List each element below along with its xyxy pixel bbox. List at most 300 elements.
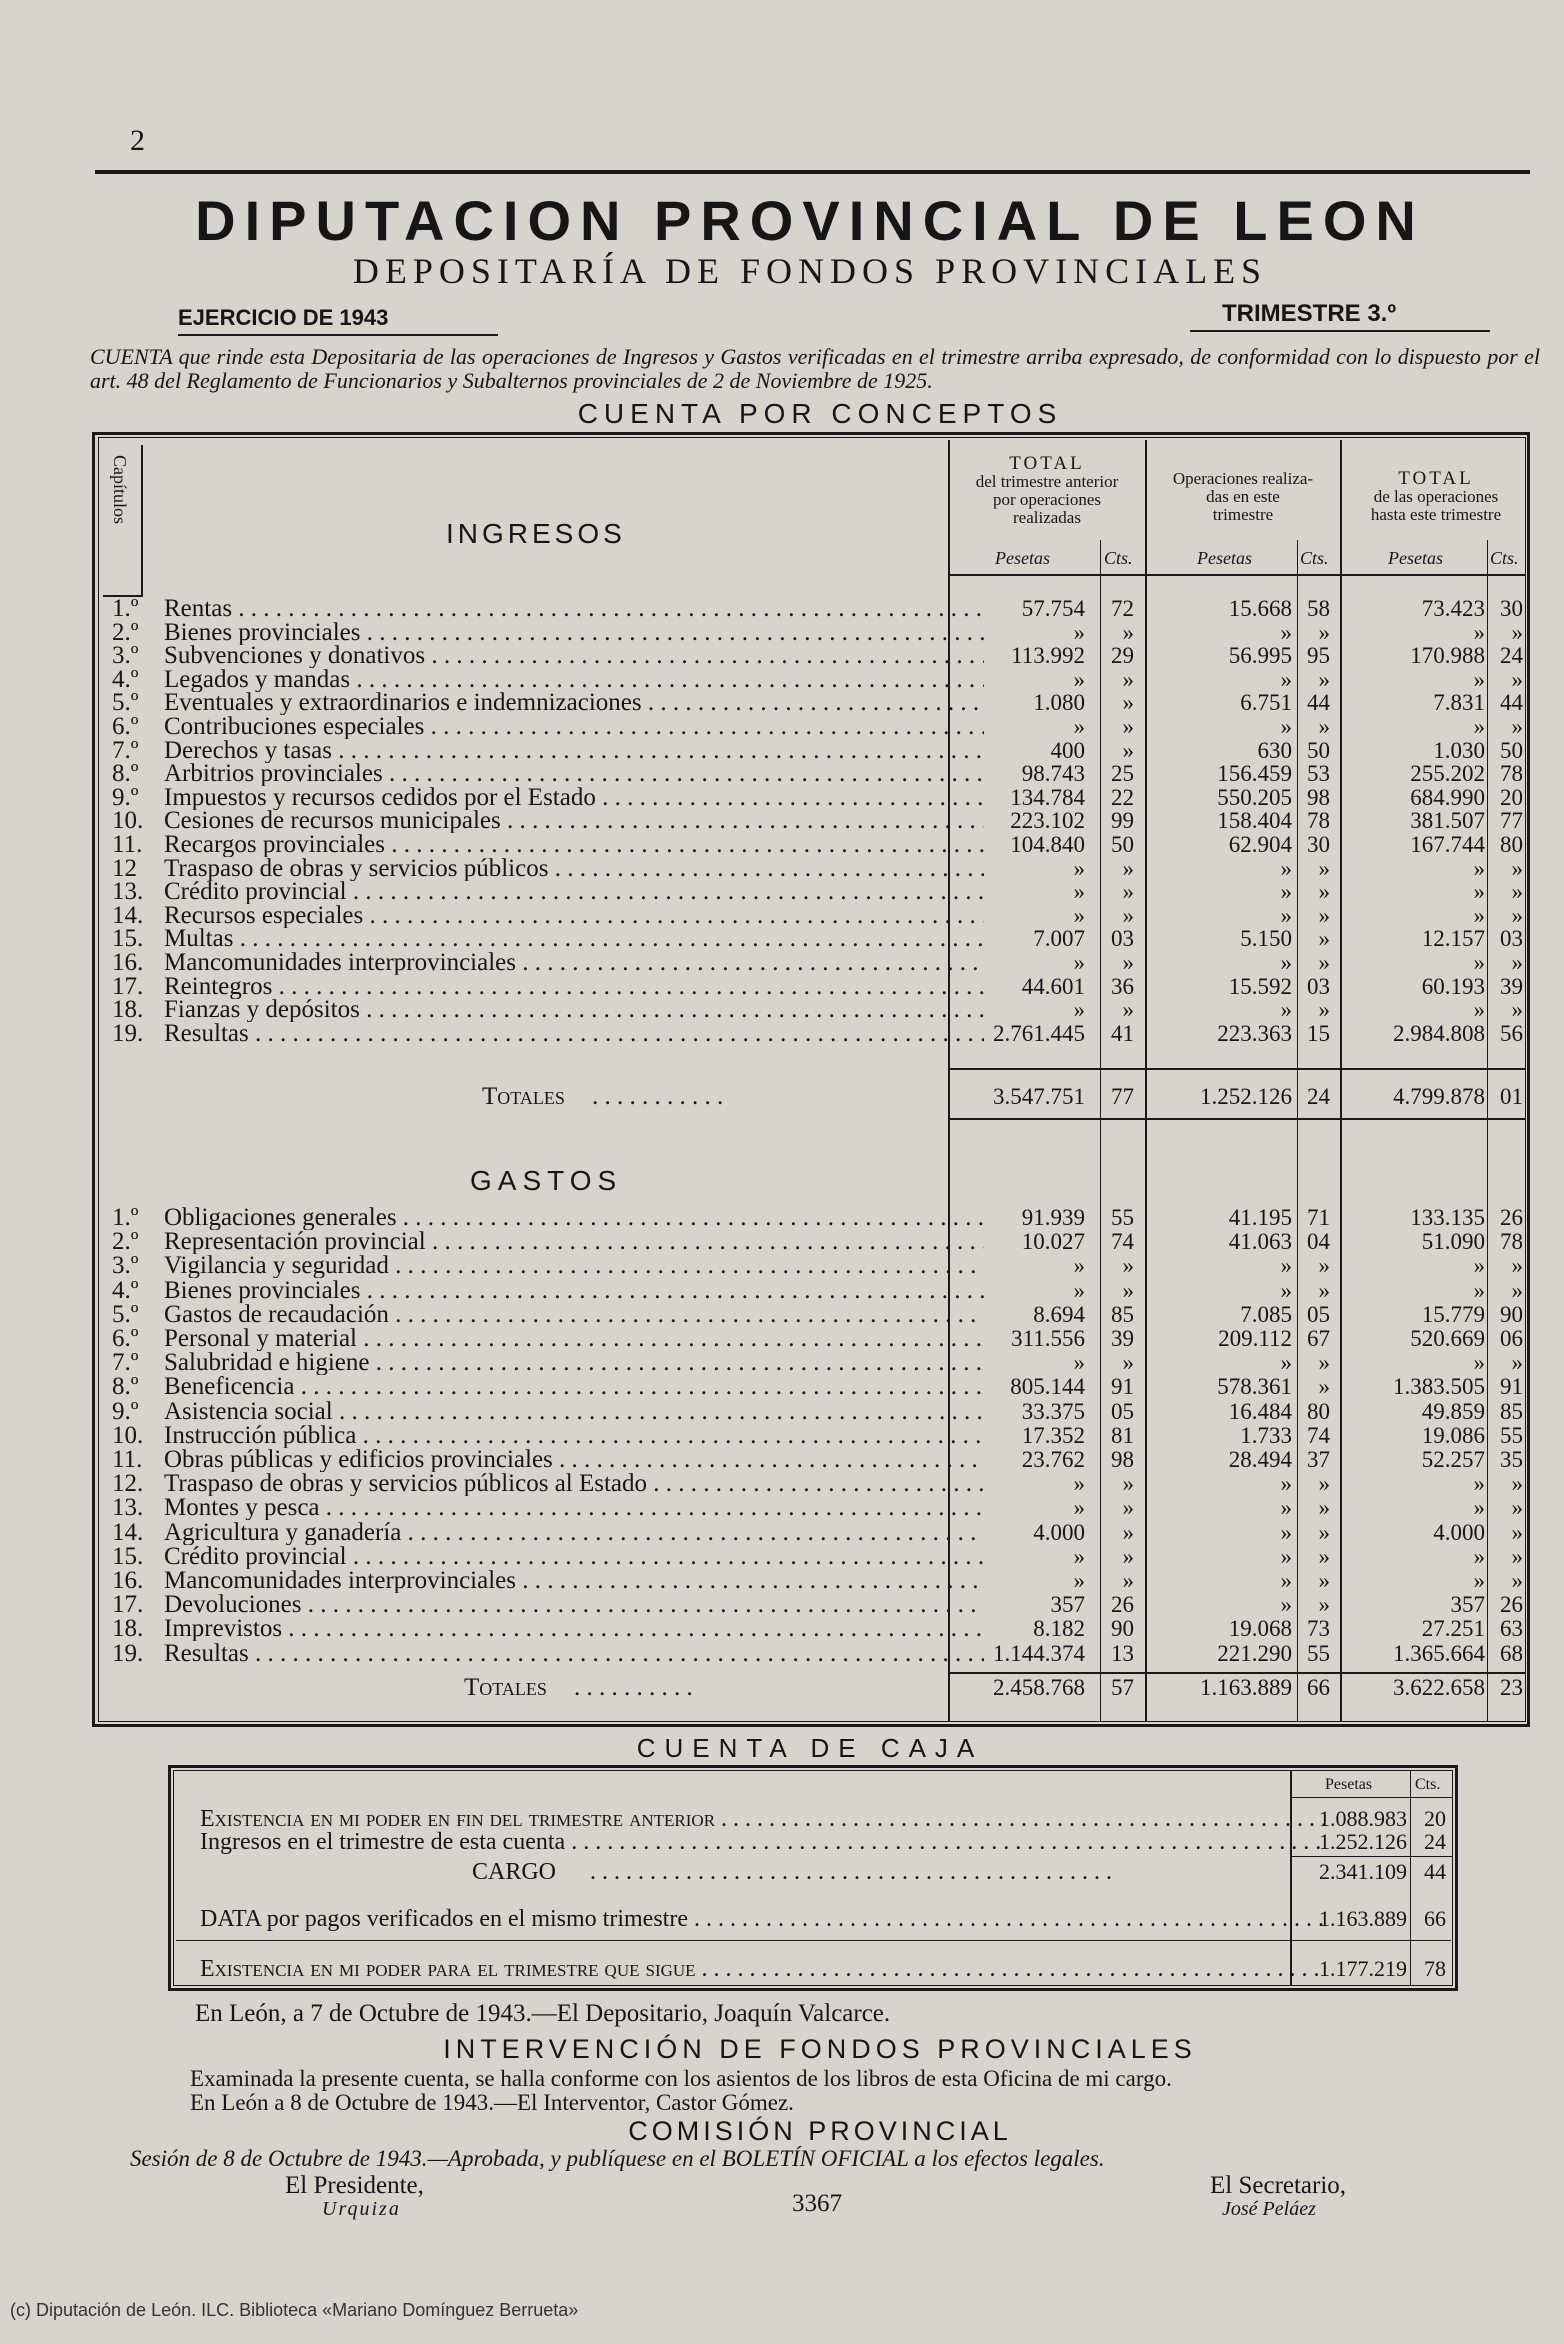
sesion-line: Sesión de 8 de Octubre de 1943.—Aprobada, y publíquese en el BOLETÍN OFICIAL a los efectos legales. <box>130 2146 1105 2171</box>
row-cts-prev: 03 <box>1111 926 1134 952</box>
row-pesetas-prev: 7.007 <box>1033 926 1085 952</box>
page-subtitle: DEPOSITARÍA DE FONDOS PROVINCIALES <box>352 251 1268 291</box>
row-number: 4.º <box>112 1276 139 1304</box>
row-pesetas-current: » <box>1280 1471 1292 1497</box>
row-pesetas-total: 7.831 <box>1433 690 1485 716</box>
row-cts-prev: » <box>1122 1277 1134 1303</box>
row-number: 15. <box>112 1542 144 1570</box>
row-cts-prev: 98 <box>1111 1447 1134 1472</box>
row-cts-prev: » <box>1122 737 1134 763</box>
row-pesetas-current: 630 <box>1257 737 1292 763</box>
row-cts-current: » <box>1318 902 1330 928</box>
row-cts-total: 63 <box>1500 1616 1523 1642</box>
row-cts-prev: » <box>1122 619 1134 645</box>
row-pesetas-current: 550.205 <box>1217 784 1292 810</box>
row-pesetas-total: 2.984.808 <box>1393 1020 1485 1046</box>
row-cts-total: 03 <box>1500 926 1523 952</box>
row-cts-total: 35 <box>1500 1447 1523 1472</box>
gastos-total-c1: 57 <box>1111 1675 1134 1700</box>
row-pesetas-total: 15.779 <box>1421 1301 1485 1327</box>
row-cts-prev: 99 <box>1111 808 1134 834</box>
row-number: 11. <box>112 1446 143 1473</box>
row-pesetas-total: » <box>1473 950 1485 975</box>
row-number: 14. <box>112 901 144 929</box>
row-cts-current: » <box>1318 1543 1330 1569</box>
row-cts-current: » <box>1318 997 1330 1023</box>
row-pesetas-prev: 91.939 <box>1021 1205 1085 1230</box>
row-number: 2.º <box>112 1228 139 1256</box>
table-row <box>112 1230 1532 1254</box>
row-cts-prev: 05 <box>1111 1398 1134 1424</box>
row-cts-total: 06 <box>1500 1326 1523 1351</box>
row-cts-prev: 29 <box>1111 643 1134 669</box>
caja-row-pesetas: 1.163.889 <box>1319 1906 1407 1931</box>
row-cts-total: 50 <box>1500 737 1523 763</box>
row-cts-total: » <box>1511 879 1523 905</box>
gastos-total-p2: 1.163.889 <box>1200 1675 1292 1700</box>
caja-row-ingresos <box>200 1828 1450 1856</box>
row-cts-prev: » <box>1122 1568 1134 1593</box>
table-row <box>112 691 1532 715</box>
row-pesetas-prev: 1.144.374 <box>993 1640 1085 1666</box>
row-cts-current: 80 <box>1307 1398 1330 1424</box>
row-cts-total: 26 <box>1500 1592 1523 1618</box>
row-label: Subvenciones y donativos . . . <box>164 644 984 668</box>
row-number: 1.º <box>112 595 139 622</box>
row-label: Impuestos y recursos cedidos por el Estado . . . <box>164 786 984 810</box>
table-row <box>112 1496 1532 1520</box>
ingresos-total-c2: 24 <box>1307 1084 1330 1109</box>
row-pesetas-prev: » <box>1073 714 1085 739</box>
gastos-totals-label: Totales <box>464 1674 547 1701</box>
row-pesetas-current: 41.063 <box>1228 1229 1292 1255</box>
row-label: Bienes provinciales . . . <box>164 1279 984 1303</box>
row-pesetas-current: » <box>1280 1253 1292 1279</box>
row-pesetas-total: 4.000 <box>1433 1519 1485 1545</box>
caja-row-cts: 20 <box>1424 1806 1446 1831</box>
row-pesetas-prev: 2.761.445 <box>993 1020 1085 1046</box>
row-number: 10. <box>112 1421 144 1449</box>
gastos-total-c2: 66 <box>1307 1675 1330 1700</box>
row-cts-prev: 55 <box>1111 1205 1134 1230</box>
row-pesetas-total: 19.086 <box>1421 1422 1485 1448</box>
row-pesetas-current: » <box>1280 950 1292 975</box>
row-number: 6.º <box>112 1325 139 1352</box>
row-cts-total: 91 <box>1500 1374 1523 1400</box>
row-cts-total: 39 <box>1500 973 1523 999</box>
ingresos-total-p3: 4.799.878 <box>1393 1084 1485 1109</box>
row-pesetas-current: » <box>1280 619 1292 645</box>
gastos-totals-row: Totales . . . . . . . . . . 2.458.768 57 1.163.889 66 3.622.658 23 <box>464 1674 1523 1701</box>
row-label: Crédito provincial . . . <box>164 1545 984 1569</box>
row-cts-prev: » <box>1122 1253 1134 1279</box>
row-pesetas-prev: 33.375 <box>1021 1398 1085 1424</box>
row-pesetas-total: » <box>1473 997 1485 1023</box>
row-pesetas-total: » <box>1473 1253 1485 1279</box>
row-pesetas-current: » <box>1280 1350 1292 1376</box>
row-cts-total: » <box>1511 1350 1523 1376</box>
gastos-title: GASTOS <box>470 1165 623 1196</box>
table-row <box>112 1593 1532 1617</box>
row-pesetas-current: 1.733 <box>1240 1422 1292 1448</box>
row-label: Multas . . . <box>164 927 984 951</box>
row-label: Rentas . . . <box>164 597 984 621</box>
row-cts-current: 78 <box>1307 808 1330 834</box>
row-label: Derechos y tasas . . . <box>164 739 984 763</box>
row-pesetas-current: 19.068 <box>1228 1616 1292 1642</box>
row-pesetas-total: 255.202 <box>1410 761 1485 787</box>
header-bottom-rule <box>950 574 1526 576</box>
row-cts-prev: 81 <box>1111 1422 1134 1448</box>
ingresos-total-p2: 1.252.126 <box>1200 1084 1292 1109</box>
row-label: Mancomunidades interprovinciales . . . <box>164 951 984 975</box>
row-pesetas-prev: 311.556 <box>1011 1326 1085 1351</box>
row-pesetas-prev: » <box>1073 619 1085 645</box>
row-label: Personal y material . . . <box>164 1327 984 1351</box>
row-cts-total: » <box>1511 666 1523 692</box>
row-label: Traspaso de obras y servicios públicos al Estado . . . <box>164 1472 984 1496</box>
row-pesetas-current: 5.150 <box>1240 926 1292 952</box>
table-row <box>112 665 1532 693</box>
intervencion-text-1: Examinada la presente cuenta, se halla conforme con los asientos de los libros de esta Oficina de mi cargo. <box>190 2066 1172 2091</box>
row-number: 9.º <box>112 783 139 811</box>
row-pesetas-current: 223.363 <box>1217 1020 1292 1046</box>
row-pesetas-current: 7.085 <box>1240 1301 1292 1327</box>
table-row <box>112 972 1532 1000</box>
gastos-total-c3: 23 <box>1500 1675 1523 1700</box>
row-cts-prev: » <box>1122 879 1134 905</box>
table-row <box>112 1421 1532 1449</box>
row-label: Recargos provinciales . . . <box>164 833 984 857</box>
caja-bottom-rule <box>176 1940 1451 1941</box>
row-number: 2.º <box>112 618 139 646</box>
table-row <box>112 1300 1532 1328</box>
row-cts-prev: 26 <box>1111 1592 1134 1618</box>
table-row <box>112 1254 1532 1278</box>
row-label: Instrucción pública . . . <box>164 1424 984 1448</box>
row-pesetas-total: » <box>1473 1471 1485 1497</box>
row-cts-total: » <box>1511 1568 1523 1593</box>
row-cts-total: » <box>1511 950 1523 975</box>
row-pesetas-total: » <box>1473 619 1485 645</box>
copyright-notice: (c) Diputación de León. ILC. Biblioteca «Mariano Domínguez Berrueta» <box>10 2300 579 2320</box>
row-pesetas-prev: 10.027 <box>1021 1229 1085 1255</box>
table-row <box>112 1617 1532 1641</box>
top-rule <box>95 170 1530 174</box>
row-pesetas-current: » <box>1280 997 1292 1023</box>
ingresos-total-c1: 77 <box>1111 1084 1134 1109</box>
col3-header-line: de las operaciones <box>1373 487 1499 506</box>
row-cts-total: 55 <box>1500 1422 1523 1448</box>
table-row <box>112 854 1532 882</box>
row-cts-total: 56 <box>1500 1020 1523 1046</box>
row-number: 9.º <box>112 1397 139 1425</box>
ejercicio-label: EJERCICIO DE 1943 <box>178 305 389 330</box>
row-number: 5.º <box>112 689 139 717</box>
col3-header-line: TOTAL <box>1398 468 1474 489</box>
ingresos-total-p1: 3.547.751 <box>993 1084 1085 1109</box>
row-cts-current: » <box>1318 1495 1330 1521</box>
row-pesetas-current: 221.290 <box>1217 1640 1292 1666</box>
table-row <box>112 901 1532 929</box>
row-pesetas-prev: » <box>1073 879 1085 905</box>
table-row <box>112 1448 1532 1472</box>
row-cts-total: 26 <box>1500 1205 1523 1230</box>
presidente-label: El Presidente, <box>285 2172 424 2199</box>
row-pesetas-current: 62.904 <box>1228 832 1292 857</box>
row-cts-total: » <box>1511 619 1523 645</box>
row-cts-prev: » <box>1122 1471 1134 1497</box>
row-pesetas-prev: 4.000 <box>1033 1519 1085 1545</box>
row-cts-total: » <box>1511 1495 1523 1521</box>
caja-row-pesetas: 1.177.219 <box>1319 1956 1407 1981</box>
row-cts-total: 90 <box>1500 1301 1523 1327</box>
row-label: Montes y pesca . . . <box>164 1496 984 1520</box>
row-pesetas-current: » <box>1280 1543 1292 1569</box>
row-cts-prev: » <box>1122 714 1134 739</box>
caja-header-rule <box>1292 1797 1452 1798</box>
row-cts-total: » <box>1511 1519 1523 1545</box>
col3-cts: Cts. <box>1490 548 1519 568</box>
caja-pesetas-header: Pesetas <box>1325 1776 1373 1793</box>
row-cts-current: » <box>1318 666 1330 692</box>
row-cts-total: 85 <box>1500 1398 1523 1424</box>
row-pesetas-prev: 1.080 <box>1033 690 1085 716</box>
row-pesetas-prev: » <box>1073 950 1085 975</box>
row-label: Asistencia social . . . <box>164 1400 984 1424</box>
table-row <box>112 1639 1532 1667</box>
row-pesetas-prev: 98.743 <box>1021 761 1085 787</box>
row-cts-current: 73 <box>1307 1616 1330 1642</box>
row-pesetas-total: 27.251 <box>1421 1616 1485 1642</box>
row-number: 7.º <box>112 1349 139 1377</box>
row-cts-current: » <box>1318 714 1330 739</box>
row-cts-current: » <box>1318 926 1330 952</box>
caja-row-data <box>200 1905 1450 1933</box>
row-pesetas-current: 15.668 <box>1228 596 1292 621</box>
table-row <box>112 597 1532 621</box>
row-number: 19. <box>112 1019 144 1047</box>
secretario-label: El Secretario, <box>1210 2172 1347 2199</box>
row-pesetas-current: 28.494 <box>1228 1447 1292 1472</box>
row-pesetas-current: » <box>1280 666 1292 692</box>
row-pesetas-total: 1.383.505 <box>1393 1374 1485 1400</box>
row-number: 8.º <box>112 760 139 788</box>
row-number: 17. <box>112 972 144 1000</box>
intro-text: CUENTA que rinde esta Depositaria de las operaciones de Ingresos y Gastos verificadas en el trimestre arriba expresado, de conformidad con lo dispuesto por el art. 48 del Reglamento de Funcionarios y Subalternos provinciales de 2 de Noviembre de 1925. <box>90 344 1540 393</box>
caja-row-label: CARGO <box>472 1859 557 1885</box>
row-pesetas-total: 1.030 <box>1433 737 1485 763</box>
row-pesetas-prev: » <box>1073 1471 1085 1497</box>
row-number: 4.º <box>112 665 139 693</box>
row-number: 16. <box>112 1567 144 1594</box>
row-number: 18. <box>112 996 144 1024</box>
row-label: Resultas . . . <box>164 1022 984 1046</box>
row-cts-current: » <box>1318 1519 1330 1545</box>
secretario-name: José Peláez <box>1222 2198 1316 2220</box>
row-cts-current: 71 <box>1307 1205 1330 1230</box>
row-cts-prev: 50 <box>1111 832 1134 857</box>
col2-pesetas: Pesetas <box>1197 548 1252 568</box>
table-row <box>112 809 1532 833</box>
trimestre-underline <box>1190 330 1490 332</box>
row-number: 19. <box>112 1639 144 1667</box>
table-row <box>112 880 1532 904</box>
row-number: 16. <box>112 949 144 976</box>
row-cts-total: » <box>1511 1471 1523 1497</box>
col1-header-line: del trimestre anterior <box>975 472 1119 491</box>
row-pesetas-prev: 17.352 <box>1021 1422 1085 1448</box>
row-number: 6.º <box>112 713 139 740</box>
row-cts-current: » <box>1318 879 1330 905</box>
row-pesetas-prev: » <box>1073 1495 1085 1521</box>
row-pesetas-current: 156.459 <box>1217 761 1292 787</box>
presidente-name: Urquiza <box>322 2198 401 2220</box>
row-pesetas-current: 16.484 <box>1228 1398 1292 1424</box>
caja-title: CUENTA DE CAJA <box>636 1733 984 1763</box>
row-label: Cesiones de recursos municipales . . . <box>164 809 984 833</box>
row-number: 3.º <box>112 1252 139 1280</box>
row-pesetas-prev: » <box>1073 855 1085 881</box>
row-pesetas-total: » <box>1473 1495 1485 1521</box>
row-pesetas-prev: 805.144 <box>1010 1374 1085 1400</box>
row-pesetas-current: » <box>1280 1495 1292 1521</box>
row-number: 13. <box>112 1494 144 1522</box>
trimestre-label: TRIMESTRE 3.º <box>1222 300 1397 327</box>
row-label: Mancomunidades interprovinciales . . . <box>164 1569 984 1593</box>
row-label: Representación provincial . . . <box>164 1230 984 1254</box>
table-row <box>112 715 1532 739</box>
row-cts-current: 74 <box>1307 1422 1330 1448</box>
row-label: Traspaso de obras y servicios públicos . . . <box>164 857 984 881</box>
caja-row-cts: 66 <box>1424 1906 1446 1931</box>
row-pesetas-prev: » <box>1073 1568 1085 1593</box>
table-row <box>112 1206 1532 1230</box>
row-cts-prev: » <box>1122 690 1134 716</box>
caja-row-label: DATA por pagos verificados en el mismo trimestre . . . <box>200 1905 1325 1933</box>
row-cts-current: 50 <box>1307 737 1330 763</box>
row-cts-current: 55 <box>1307 1640 1330 1666</box>
row-pesetas-total: 520.669 <box>1410 1326 1485 1351</box>
row-pesetas-prev: 8.694 <box>1033 1301 1085 1327</box>
row-cts-prev: 90 <box>1111 1616 1134 1642</box>
row-pesetas-prev: » <box>1073 1253 1085 1279</box>
row-pesetas-total: 684.990 <box>1410 784 1485 810</box>
table-row <box>112 1397 1532 1425</box>
row-cts-prev: 74 <box>1111 1229 1134 1255</box>
row-cts-prev: 13 <box>1111 1640 1134 1666</box>
row-pesetas-prev: » <box>1073 666 1085 692</box>
caja-row-pesetas: 1.088.983 <box>1319 1806 1407 1831</box>
col3-header-line: hasta este trimestre <box>1370 505 1502 524</box>
row-pesetas-total: » <box>1473 902 1485 928</box>
table-row <box>112 1518 1532 1546</box>
row-cts-current: » <box>1318 1568 1330 1593</box>
caja-row-cts: 78 <box>1424 1956 1446 1981</box>
table-row <box>112 644 1532 668</box>
row-label: Obras públicas y edificios provinciales . . . <box>164 1448 984 1472</box>
gastos-total-p3: 3.622.658 <box>1393 1675 1485 1700</box>
row-cts-total: 78 <box>1500 1229 1523 1255</box>
row-pesetas-total: » <box>1473 714 1485 739</box>
col1-cts: Cts. <box>1104 548 1133 568</box>
row-cts-total: 20 <box>1500 784 1523 810</box>
caja-row-pesetas: 1.252.126 <box>1319 1829 1407 1854</box>
ingresos-totals-label: Totales <box>482 1083 565 1110</box>
caja-row-label: Ingresos en el trimestre de esta cuenta . . . <box>200 1828 1325 1856</box>
row-pesetas-prev: 44.601 <box>1021 973 1085 999</box>
caja-row-existencia-siguiente <box>200 1955 1450 1983</box>
col3-pesetas: Pesetas <box>1388 548 1443 568</box>
row-number: 17. <box>112 1591 144 1619</box>
row-pesetas-prev: 57.754 <box>1021 596 1085 621</box>
row-label: Crédito provincial . . . <box>164 880 984 904</box>
caja-row-label: Existencia en mi poder para el trimestre que sigue . . . <box>200 1955 1325 1983</box>
row-cts-total: » <box>1511 1543 1523 1569</box>
ingresos-totals-rule <box>950 1068 1526 1070</box>
page-code: 3367 <box>792 2190 842 2217</box>
row-label: Resultas . . . <box>164 1642 984 1666</box>
row-pesetas-current: 41.195 <box>1228 1205 1292 1230</box>
row-cts-current: 67 <box>1307 1326 1330 1351</box>
row-number: 5.º <box>112 1300 139 1328</box>
row-pesetas-current: 209.112 <box>1218 1326 1292 1351</box>
caja-row-cargo: CARGO . . . . . . . . . . . . . . . . . . . . . . . . . . . . . . . . . . . . . . . . . . . . 2.341.109 44 <box>200 1858 1450 1886</box>
row-pesetas-current: 6.751 <box>1240 690 1292 716</box>
row-pesetas-total: 12.157 <box>1421 926 1485 952</box>
row-pesetas-current: 15.592 <box>1228 973 1292 999</box>
col1-header-line: TOTAL <box>1009 453 1085 474</box>
table-row <box>112 1276 1532 1304</box>
row-cts-current: » <box>1318 619 1330 645</box>
row-pesetas-total: 170.988 <box>1410 643 1485 669</box>
row-pesetas-current: 56.995 <box>1228 643 1292 669</box>
row-label: Imprevistos . . . <box>164 1617 984 1641</box>
row-number: 3.º <box>112 642 139 670</box>
row-pesetas-prev: 134.784 <box>1010 784 1085 810</box>
row-cts-total: 80 <box>1500 832 1523 857</box>
row-pesetas-total: » <box>1473 1543 1485 1569</box>
caja-row-pesetas: 2.341.109 <box>1319 1859 1407 1884</box>
row-pesetas-current: » <box>1280 1519 1292 1545</box>
row-cts-prev: » <box>1122 1543 1134 1569</box>
section-title: CUENTA POR CONCEPTOS <box>577 398 1063 429</box>
row-number: 8.º <box>112 1373 139 1401</box>
row-cts-total: » <box>1511 714 1523 739</box>
row-cts-prev: 36 <box>1111 973 1134 999</box>
ingresos-totals-bottom-rule <box>950 1118 1526 1120</box>
row-cts-current: 53 <box>1307 761 1330 787</box>
row-pesetas-current: » <box>1280 879 1292 905</box>
row-cts-current: » <box>1318 855 1330 881</box>
capitulos-label: Capítulos <box>110 455 130 525</box>
row-pesetas-total: » <box>1473 1350 1485 1376</box>
row-cts-current: » <box>1318 1277 1330 1303</box>
row-number: 11. <box>112 831 143 858</box>
row-pesetas-total: 1.365.664 <box>1393 1640 1485 1666</box>
row-pesetas-current: » <box>1280 714 1292 739</box>
row-cts-prev: » <box>1122 950 1134 975</box>
table-row <box>112 1019 1532 1047</box>
row-pesetas-current: 578.361 <box>1217 1374 1292 1400</box>
row-label: Reintegros . . . <box>164 975 984 999</box>
row-label: Legados y mandas . . . <box>164 668 984 692</box>
row-pesetas-total: 167.744 <box>1410 832 1485 857</box>
ingresos-title: INGRESOS <box>446 518 626 549</box>
row-label: Beneficencia . . . <box>164 1375 984 1399</box>
row-pesetas-prev: » <box>1073 997 1085 1023</box>
row-cts-prev: 91 <box>1111 1374 1134 1400</box>
